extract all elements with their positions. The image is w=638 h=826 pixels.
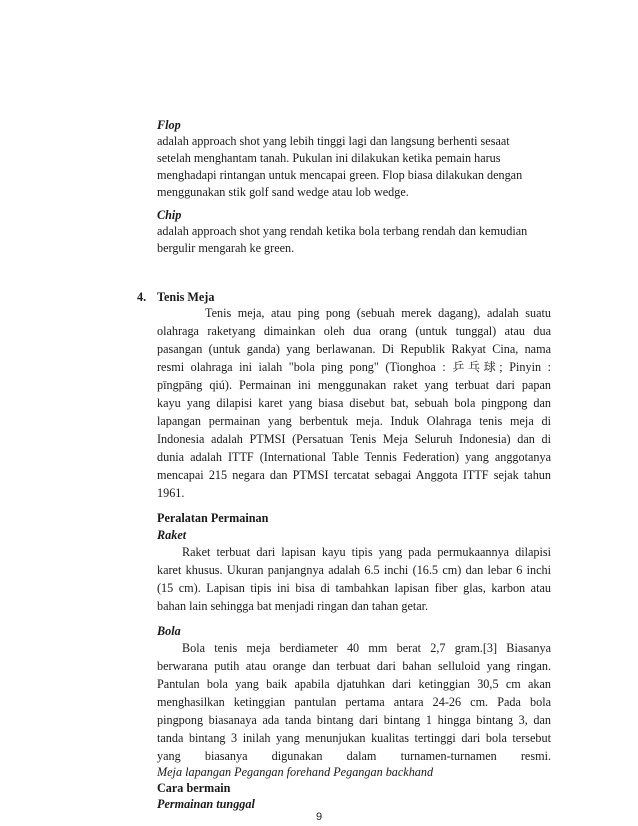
tenis-meja-line-9: dunia adalah ITTF (International Table Tennis Federation) yang anggotanya (157, 450, 551, 464)
tenis-meja-line-4: resmi olahraga ini ialah "bola ping pong" (Tionghoa : 乒乓球; Pinyin : (157, 360, 551, 374)
tenis-meja-line-7: lapangan permainan yang berbentuk meja. Induk Olahraga tenis meja di (157, 414, 551, 428)
bola-line-4: menghasilkan ketinggian pantulan pertama antara 24-26 cm. Pada bola (157, 695, 551, 709)
raket-heading: Raket (157, 528, 187, 542)
flop-line-2: setelah menghantam tanah. Pukulan ini dilakukan ketika pemain harus (157, 151, 501, 165)
tenis-meja-line-1: Tenis meja, atau ping pong (sebuah merek dagang), adalah suatu (205, 306, 551, 320)
tenis-meja-line-3: pasangan (untuk ganda) yang berlawanan. Di Republik Rakyat Cina, nama (157, 342, 551, 356)
tenis-meja-line-5: pīngpāng qiú). Permainan ini menggunakan raket yang terbuat dari papan (157, 378, 551, 392)
cara-bermain-heading: Cara bermain (157, 781, 231, 795)
bola-line-6: tanda bintang 3 inilah yang menunjukan kualitas tertinggi dari bola tersebut (157, 731, 551, 745)
chip-heading: Chip (157, 208, 182, 222)
flop-line-1: adalah approach shot yang lebih tinggi lagi dan langsung berhenti sesaat (157, 134, 510, 148)
raket-line-4: bahan lain sehingga bat menjadi ringan dan tahan getar. (157, 599, 429, 613)
flop-heading: Flop (157, 118, 181, 132)
raket-line-1: Raket terbuat dari lapisan kayu tipis yang pada permukaannya dilapisi (182, 545, 551, 559)
bola-line-2: berwarana putih atau orange dan terbuat dari bahan selluloid yang ringan. (157, 659, 551, 673)
permainan-tunggal-heading: Permainan tunggal (157, 797, 255, 811)
bola-line-5: pingpong biasanaya ada tanda bintang dari bintang 1 hingga bintang 3, dan (157, 713, 551, 727)
flop-line-3: menghadapi rintangan untuk mencapai green. Flop biasa dilakukan dengan (157, 168, 523, 182)
raket-line-3: (15 cm). Lapisan tipis ini bisa di tambahkan lapisan fiber glas, karbon atau (157, 581, 551, 595)
raket-line-2: karet khusus. Ukuran panjangnya adalah 6.5 inchi (16.5 cm) dan lebar 6 inchi (157, 563, 551, 577)
chip-line-1: adalah approach shot yang rendah ketika bola terbang rendah dan kemudian (157, 224, 528, 238)
meja-pegangan-line: Meja lapangan Pegangan forehand Pegangan backhand (157, 765, 434, 779)
tenis-meja-line-2: olahraga raketyang dimainkan oleh dua orang (untuk tunggal) atau dua (157, 324, 551, 338)
tenis-meja-line-11: 1961. (157, 486, 185, 500)
peralatan-heading: Peralatan Permainan (157, 511, 269, 525)
page-number: 9 (315, 811, 323, 823)
chip-line-2: bergulir mengarah ke green. (157, 241, 295, 255)
flop-line-4: menggunakan stik golf sand wedge atau lob wedge. (157, 185, 409, 199)
tenis-meja-heading: Tenis Meja (157, 290, 215, 304)
tenis-meja-line-8: Indonesia adalah PTMSI (Persatuan Tenis Meja Seluruh Indonesia) dan di (157, 432, 551, 446)
section-number: 4. (137, 290, 147, 304)
bola-line-7: yang biasanya digunakan dalam turnamen-turnamen resmi. (157, 749, 551, 763)
tenis-meja-line-6: kayu yang dilapisi karet yang biasa disebut bat, sebuah bola pingpong dan (157, 396, 551, 410)
bola-line-3: Pantulan bola yang baik apabila djatuhkan dari ketinggian 30,5 cm akan (157, 677, 551, 691)
tenis-meja-line-10: mencapai 215 negara dan PTMSI tercatat sebagai Anggota ITTF sejak tahun (157, 468, 551, 482)
bola-line-1: Bola tenis meja berdiameter 40 mm berat 2,7 gram.[3] Biasanya (182, 641, 551, 655)
bola-heading: Bola (157, 624, 181, 638)
